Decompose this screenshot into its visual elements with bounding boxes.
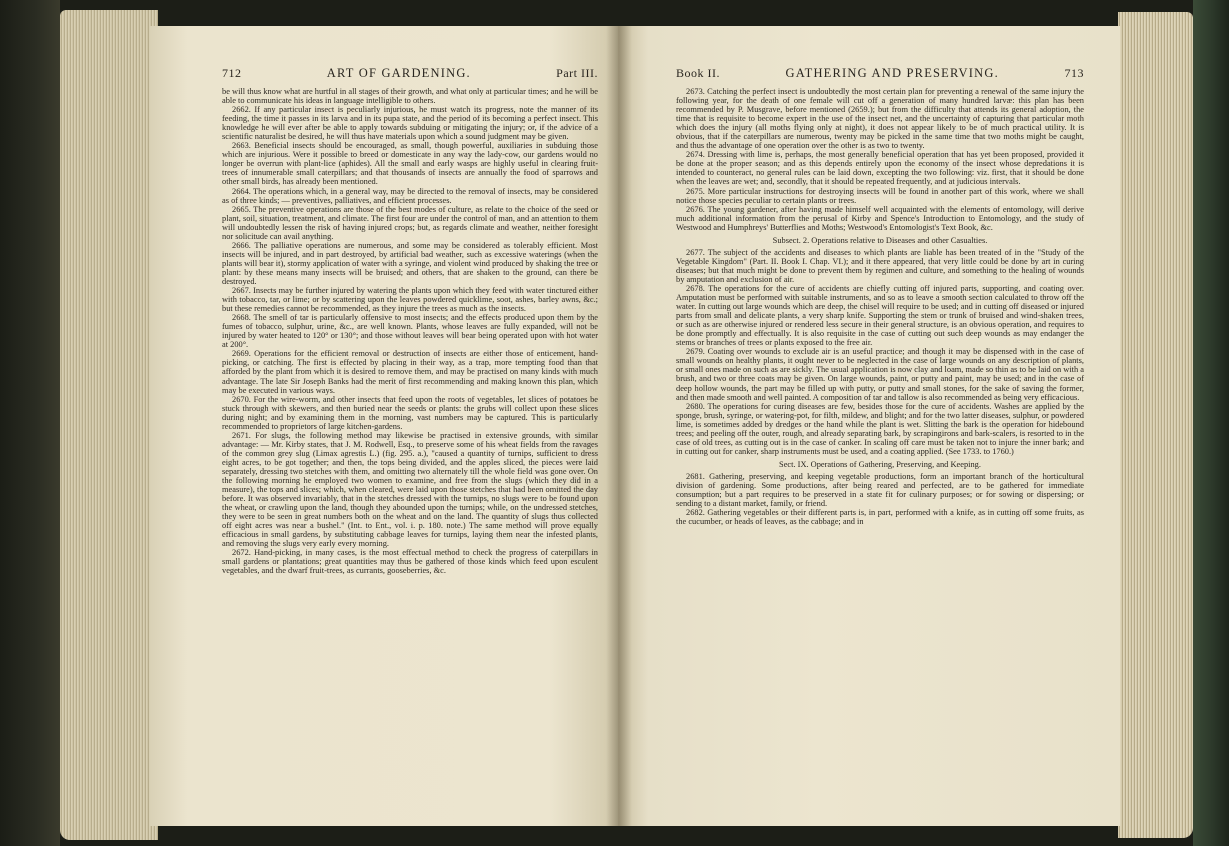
paragraph: 2673. Catching the perfect insect is undoubtedly the most certain plan for preventing a renewal of the same injury the following year, for the death of one female will cut off a generation of many hundred larvæ: this plan has been recommended by P. Musgrave, before mentioned (2659.); but from the difficulty that attends its general adoption, the time that is requisite to become expert in the use of the insect net, and the uncertainty of capturing that particular moth which does the injury (all moths flying only at night), it does not appear likely to be of much practical utility. It is obvious, that if the caterpillars are numerous, twenty may be picked in the same time that two moths might be caught, and thus the advantage of one operation over the other is as two to twenty. [676,87,1084,151]
book-cover-left [0,0,60,846]
paragraph: be will thus know what are hurtful in all stages of their growth, and what only at particular times; and he will be able to communicate his ideas in language intelligible to others. [222,87,598,106]
book-cover-right [1193,0,1229,846]
paragraph: 2678. The operations for the cure of accidents are chiefly cutting off injured parts, supporting, and coating over. Amputation must be performed with suitable instruments, and so as to leave a smooth section calculated to throw off the water. In cutting out large wounds which are deep, the chisel will require to be used; and in cutting off diseased or injured parts from small and delicate plants, a very sharp knife. Supporting the stem or trunk of bruised and wind-shaken trees, or such as are otherwise injured or rendered less secure in their general structure, is an obvious operation, and requires to be done promptly and effectually. It is also requisite in the case of cutting out such deep wounds as may endanger the stems or branches of trees or plants exposed to the free air. [676,283,1084,348]
left-page-number: 712 [222,66,242,80]
page-edges-left [60,10,158,840]
right-page [618,26,1120,826]
left-part-label: Part III. [556,66,598,80]
left-running-head: ART OF GARDENING. [326,66,471,80]
paragraph: 2675. More particular instructions for destroying insects will be found in another part of this work, where we shall notice those species peculiar to certain plants or trees. [676,186,1084,205]
paragraph: 2665. The preventive operations are those of the best modes of culture, as relate to the choice of the seed or plant, soil, situation, treatment, and climate. The first four are under the control of man, and an attention to them will undoubtedly lessen the risk of having injured crops; but, as regards climate and weather, neither foresight nor solicitude can avail anything. [222,204,598,241]
paragraph: 2664. The operations which, in a general way, may be directed to the removal of insects, may be considered as of three kinds; — preventives, palliatives, and efficient processes. [222,186,598,205]
paragraph: 2668. The smell of tar is particularly offensive to most insects; and the effects produced upon them by the fumes of tobacco, sulphur, urine, &c., are well known. Plants, whose leaves are fully expanded, will not be injured by water heated to 120° or 130°; and those without leaves will bear being operated upon with hot water at 200°. [222,313,598,350]
book-gutter [606,26,632,826]
page-edges-right [1118,12,1193,838]
paragraph: 2669. Operations for the efficient removal or destruction of insects are either those of enticement, hand-picking, or catching. The first is effected by placing in their way, as a trap, more tempting food than that afforded by the plant from which it is desired to remove them, and may be practised on many kinds with much advantage. The late Sir Joseph Banks had the merit of first recommending and making known this plan, which may be executed in various ways. [222,349,598,395]
paragraph: 2663. Beneficial insects should be encouraged, as small, though powerful, auxiliaries in subduing those which are injurious. Were it possible to breed or domesticate in any way the lady-cow, our gardens would no longer be overrun with plant-lice (aphides). All the small and early wasps are highly useful in clearing fruit-trees of innumerable small caterpillars; and that thousands of insects are annually the food of sparrows and other small birds, has already been mentioned. [222,141,598,187]
paragraph: 2667. Insects may be further injured by watering the plants upon which they feed with water tinctured either with tobacco, tar, or lime; or by scattering upon the leaves powdered quicklime, soot, ashes, barley awns, &c.; but these remedies cannot be recommended, as they injure the trees as much as the insects. [222,286,598,314]
paragraph: 2679. Coating over wounds to exclude air is an useful practice; and though it may be dispensed with in the case of small wounds on healthy plants, it ought never to be neglected in the case of large wounds on any description of plants, or small ones made on such as are sickly. The usual application is now clay and loam, made so thin as to be laid on with a brush, and two or three coats may be given. On large wounds, paint, or putty and paint, may be used; and in the case of deep hollow wounds, the part may be filled up with putty, or putty and small stones, for the sake of saving the former, and then made smooth and well painted. A composition of tar and tallow is also recommended as being very efficacious. [676,347,1084,402]
right-running-head: GATHERING AND PRESERVING. [785,66,999,80]
right-book-label: Book II. [676,66,720,80]
paragraph: 2681. Gathering, preserving, and keeping vegetable productions, form an important branch of the horticultural division of gardening. Some productions, after being reared and perfected, are to be gathered for immediate consumption; but a part requires to be preserved in a state fit for culinary purposes; or for sowing or dispersing; or sending to a distant market, family, or friend. [676,471,1084,509]
section-heading: Sect. IX. Operations of Gathering, Preserving, and Keeping. [779,459,981,469]
paragraph: 2672. Hand-picking, in many cases, is the most effectual method to check the progress of caterpillars in small gardens or plantations; great quantities may thus be gathered of those kinds which feed upon esculent vegetables, and the dwarf fruit-trees, as currants, gooseberries, &c. [222,548,598,576]
right-page-text [676,87,1084,526]
paragraph: 2674. Dressing with lime is, perhaps, the most generally beneficial operation that has yet been proposed, provided it be done at the proper season; and as this depends entirely upon the economy of the insect whose depredations it is intended to counteract, no general rules can be laid down, excepting the two following: viz. first, that it should be done when the leaves are wet; and, secondly, that it should be repeated frequently, and at judicious intervals. [676,150,1084,187]
paragraph: 2680. The operations for curing diseases are few, besides those for the cure of accidents. Washes are applied by the sponge, brush, syringe, or watering-pot, for filth, mildew, and blight; and for the two latter diseases, sulphur, or powdered lime, is sometimes added by dredges or the hand while the plant is wet. Slitting the bark is the operation for hidebound trees; and peeling off the outer, rough, and already separating bark, by scrapingirons and bark-scalers, is resorted to in the case of old trees, as cutting out is in the case of canker. In scaling off care must be taken not to injure the inner bark; and in cutting out for canker, sharp instruments must be used, and a coating applied. (See 1733. to 1760.) [676,401,1084,456]
paragraph: 2682. Gathering vegetables or their different parts is, in part, performed with a knife, as in cutting off some fruits, as the cucumber, or heads of leaves, as the cabbage; and in [676,508,1084,527]
left-page-text [222,87,598,576]
right-page-number: 713 [1064,66,1084,80]
left-page-header [222,66,598,81]
paragraph: 2666. The palliative operations are numerous, and some may be considered as tolerably efficient. Most insects will be injured, and in part destroyed, by artificial bad weather, such as excessive waterings (when the plants will bear it), stormy application of water with a syringe, and violent wind produced by shaking the tree or plant: by these means many insects will be bruised; and others, that are shaken to the ground, can there be destroyed. [222,240,598,286]
paragraph: 2677. The subject of the accidents and diseases to which plants are liable has been treated of in the "Study of the Vegetable Kingdom" (Part. II. Book I. Chap. VI.); and it there appeared, that very little could be done by art in curing diseases; but that much might be done to prevent them by regimen and culture, and something to the healing of wounds by amputation and exclusion of air. [676,247,1084,284]
paragraph: 2670. For the wire-worm, and other insects that feed upon the roots of vegetables, let slices of potatoes be stuck through with skewers, and then buried near the seeds or plants: the grubs will collect upon these slices during night; and by examining them in the morning, vast numbers may be captured. This is particularly recommended to proprietors of large kitchen-gardens. [222,394,598,431]
right-page-header [676,66,1084,81]
paragraph: 2676. The young gardener, after having made himself well acquainted with the elements of entomology, will derive much additional information from the perusal of Kirby and Spence's Introduction to Entomology, and the study of Westwood and Humphreys' Butterflies and Moths; Westwood's Entomologist's Text Book, &c. [676,204,1084,232]
paragraph: 2671. For slugs, the following method may likewise be practised in extensive grounds, with similar advantage: — Mr. Kirby states, that J. M. Rodwell, Esq., to preserve some of his wheat fields from the ravages of the common grey slug (Limax agrestis L.) (fig. 295. a.), "caused a quantity of turnips, sufficient to dress eight acres, to be got together; and then, the tops being divided, and the apples sliced, the pieces were laid separately, dressing two stetches with them, and omitting two alternately till the whole field was gone over. On the following morning he employed two women to examine, and free from the slugs (which they did in a measure), the tops and slices; which, when cleared, were laid upon those stetches that had been omitted the day before. It was observed invariably, that in the stetches dressed with the turnips, no slugs were to be found upon the wheat, or crawling upon the land, though they abounded upon the turnips; while, on the undressed stetches, they were to be seen in great numbers both on the wheat and on the land. The quantity of slugs thus collected off eight acres was near a bushel." (Int. to Ent., vol. i. p. 180. note.) The same method will prove equally efficacious in small gardens, by substituting cabbage leaves for turnips, laying them near the infested plants, and removing the slugs very early every morning. [222,430,598,549]
subsection-heading: Subsect. 2. Operations relative to Diseases and other Casualties. [772,235,988,245]
left-page [150,26,620,826]
paragraph: 2662. If any particular insect is peculiarly injurious, he must watch its progress, note the manner of its feeding, the time it passes in its larva and in its pupa state, and the period of its becoming a perfect insect. This knowledge he will ever after be able to apply towards subduing or mitigating the injury; or, if the advice of a scientific naturalist be desired, he will thus have materials upon which a sound judgment may be given. [222,105,598,142]
